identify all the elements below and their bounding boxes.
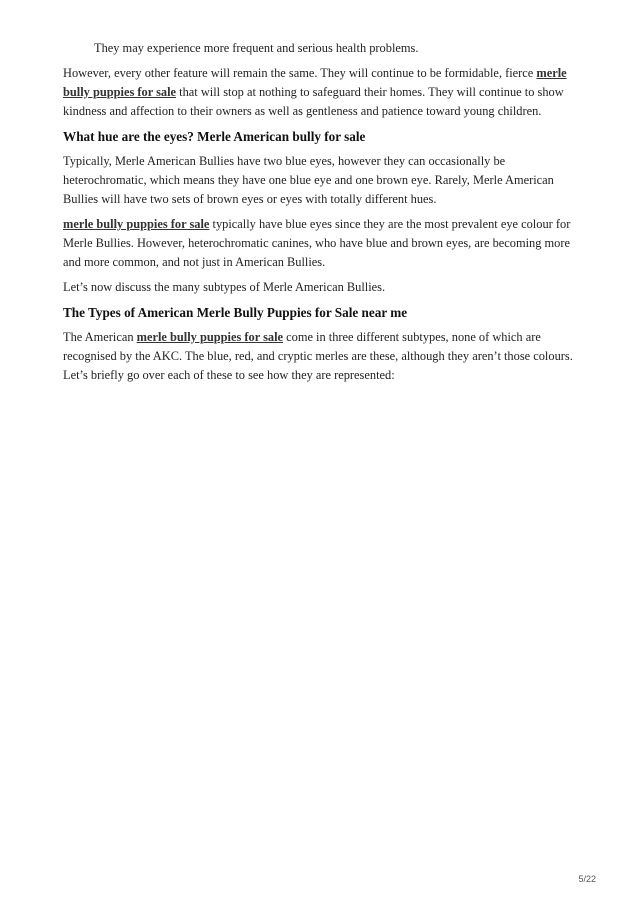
text-span: The American — [63, 330, 137, 344]
heading-types: The Types of American Merle Bully Puppies for Sale near me — [63, 305, 408, 320]
merle-bully-link[interactable]: merle bully puppies for sale — [63, 217, 210, 231]
paragraph-health: They may experience more frequent and serious health problems. — [94, 41, 419, 55]
text-span: typically have blue eyes since they are the most prevalent eye colour for Merle Bullies. However, heterochromatic canines, who have blue and brown eyes, are becoming more and more common, and not just in American Bullies. — [63, 217, 571, 269]
merle-bully-link[interactable]: merle bully puppies for sale — [63, 66, 567, 99]
document-page — [63, 39, 583, 385]
paragraph-eye-colors: Typically, Merle American Bullies have two blue eyes, however they can occasionally be heterochromatic, which means they have one blue eye and one brown eye. Rarely, Merle American Bullies will have two sets of brown eyes or eyes with totally different hues. — [63, 154, 554, 206]
text-span: that will stop at nothing to safeguard their homes. They will continue to show kindness and affection to their owners as well as gentleness and patience toward young children. — [63, 85, 564, 118]
text-span: However, every other feature will remain the same. They will continue to be formidable, fierce — [63, 66, 537, 80]
heading-eye-hue: What hue are the eyes? Merle American bully for sale — [63, 129, 366, 144]
merle-bully-link[interactable]: merle bully puppies for sale — [136, 330, 284, 344]
paragraph-subtypes — [63, 328, 583, 385]
text-span: come in three different subtypes, none of which are recognised by the AKC. The blue, red, and cryptic merles are these, although they aren’t those colours. Let’s briefly go over each of these to see how they are represented: — [63, 330, 573, 382]
paragraph-features — [63, 64, 583, 121]
paragraph-blue-eyes — [63, 215, 583, 272]
paragraph-subtypes-intro: Let’s now discuss the many subtypes of Merle American Bullies. — [63, 280, 386, 294]
page-number: 5/22 — [578, 874, 596, 884]
